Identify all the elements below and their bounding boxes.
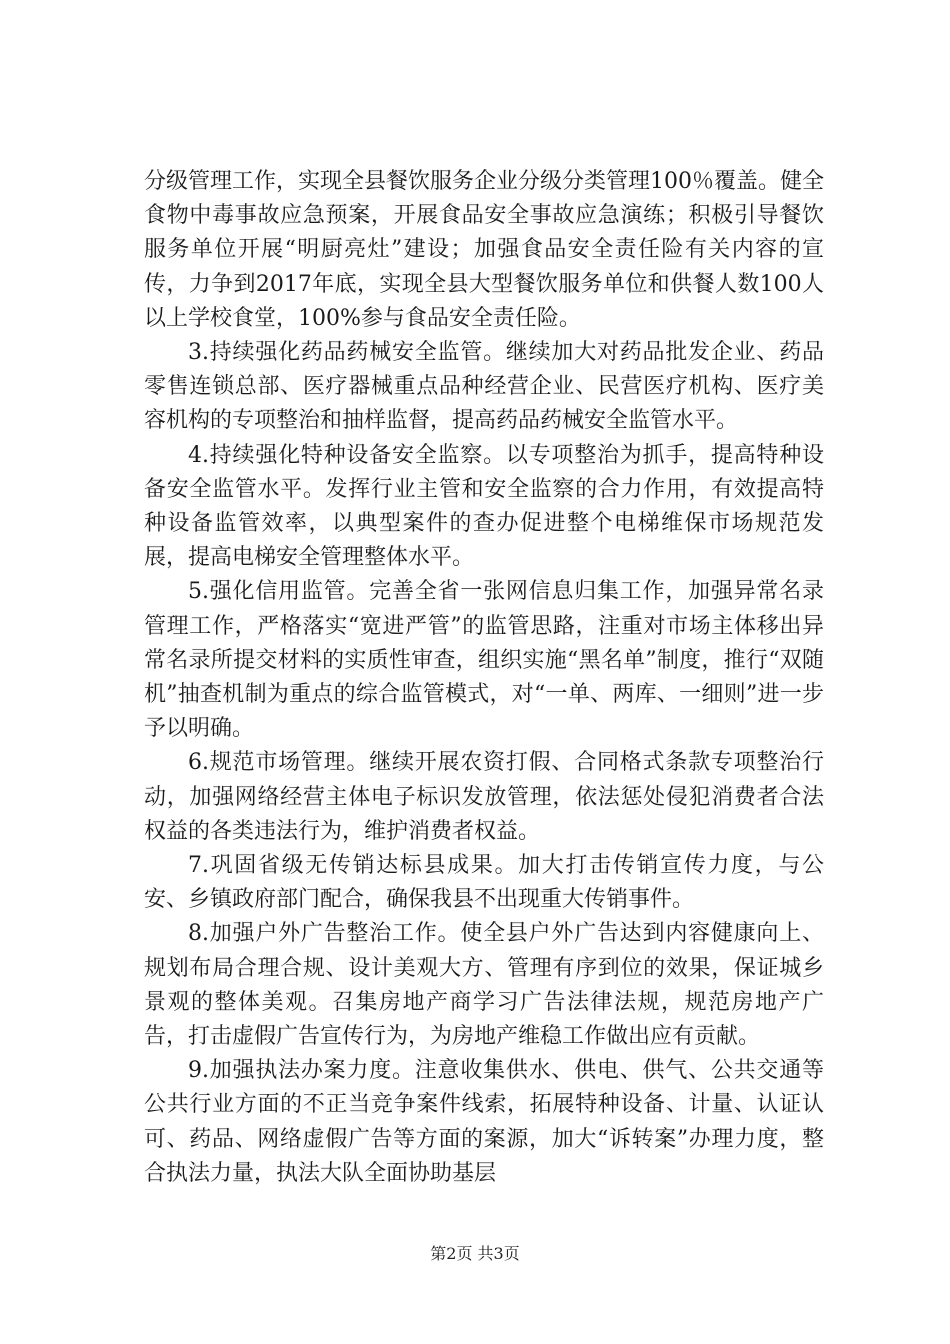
paragraph-8: 9.加强执法办案力度。注意收集供水、供电、供气、公共交通等公共行业方面的不正当竞争案件线索，拓展特种设备、计量、认证认可、药品、网络虚假广告等方面的案源，加大“诉转案”办理力度，整合执法力量，执法大队全面协助基层 <box>144 1058 824 1186</box>
paragraph-5: 6.规范市场管理。继续开展农资打假、合同格式条款专项整治行动，加强网络经营主体电子标识发放管理，依法惩处侵犯消费者合法权益的各类违法行为，维护消费者权益。 <box>144 750 824 844</box>
paragraph-3: 4.持续强化特种设备安全监察。以专项整治为抓手，提高特种设备安全监管水平。发挥行业主管和安全监察的合力作用，有效提高特种设备监管效率，以典型案件的查办促进整个电梯维保市场规范发展，提高电梯安全管理整体水平。 <box>144 442 824 571</box>
paragraph-6: 7.巩固省级无传销达标县成果。加大打击传销宣传力度，与公安、乡镇政府部门配合，确保我县不出现重大传销事件。 <box>144 853 824 913</box>
paragraph-1: 分级管理工作，实现全县餐饮服务企业分级分类管理100％覆盖。健全食物中毒事故应急预案，开展食品安全事故应急演练；积极引导餐饮服务单位开展“明厨亮灶”建设；加强食品安全责任险有关内容的宣传，力争到2017年底，实现全县大型餐饮服务单位和供餐人数100人以上学校食堂，100%参与食品安全责任险。 <box>144 169 824 331</box>
paragraph-7: 8.加强户外广告整治工作。使全县户外广告达到内容健康向上、规划布局合理合规、设计美观大方、管理有序到位的效果，保证城乡景观的整体美观。召集房地产商学习广告法律法规，规范房地产广告，打击虚假广告宣传行为，为房地产维稳工作做出应有贡献。 <box>144 921 824 1050</box>
page-footer: 第2页 共3页 <box>430 1244 520 1263</box>
document-body <box>144 165 824 1191</box>
paragraph-4: 5.强化信用监管。完善全省一张网信息归集工作，加强异常名录管理工作，严格落实“宽进严管”的监管思路，注重对市场主体移出异常名录所提交材料的实质性审查，组织实施“黑名单”制度，推行“双随机”抽查机制为重点的综合监管模式，对“一单、两库、一细则”进一步予以明确。 <box>144 579 824 742</box>
paragraph-2: 3.持续强化药品药械安全监管。继续加大对药品批发企业、药品零售连锁总部、医疗器械重点品种经营企业、民营医疗机构、医疗美容机构的专项整治和抽样监督，提高药品药械安全监管水平。 <box>144 340 824 434</box>
